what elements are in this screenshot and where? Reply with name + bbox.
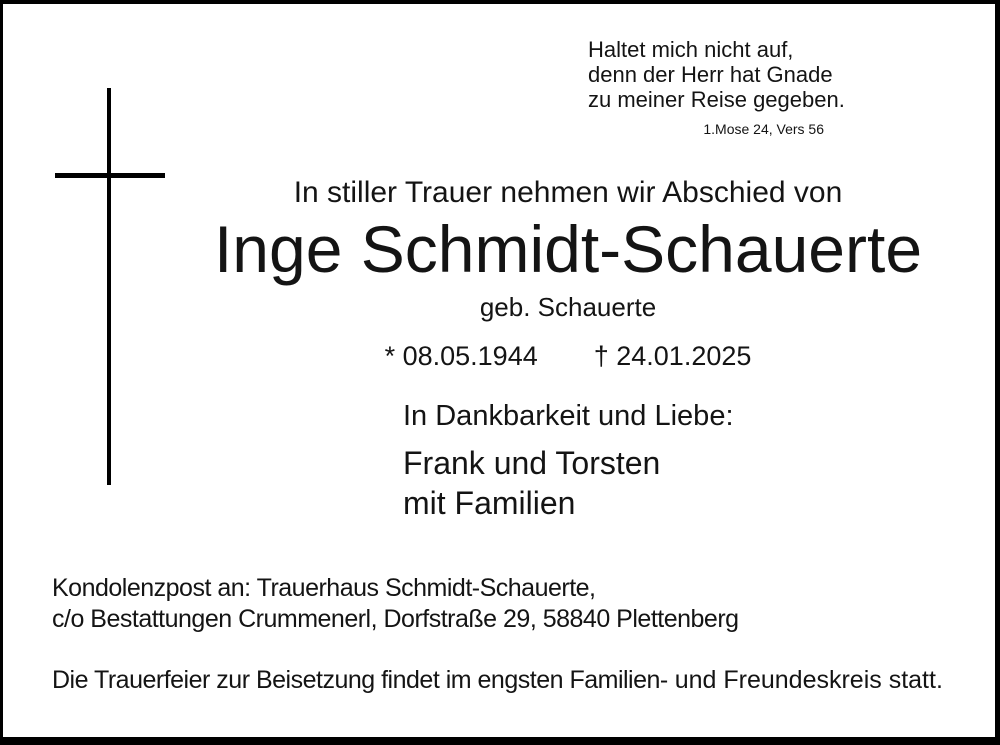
condolence-line: c/o Bestattungen Crummenerl, Dorfstraße 29, 58840 Plettenberg xyxy=(52,605,739,633)
bible-verse-line: zu meiner Reise gegeben. xyxy=(588,87,845,112)
bible-verse-line: denn der Herr hat Gnade xyxy=(588,62,833,87)
mourners-block xyxy=(403,443,660,523)
funeral-note-part1: Die Trauerfeier zur Beisetzung findet im engsten Familien- xyxy=(52,666,668,694)
closing-line: In Dankbarkeit und Liebe: xyxy=(403,400,734,432)
condolence-address xyxy=(52,573,739,635)
mourner-line: Frank und Torsten xyxy=(403,445,661,481)
birth-date: * 08.05.1944 xyxy=(384,341,538,371)
bible-verse-line: Haltet mich nicht auf, xyxy=(588,37,794,62)
deceased-name: Inge Schmidt-Schauerte xyxy=(213,212,923,286)
bible-verse xyxy=(588,37,850,142)
funeral-note xyxy=(52,665,943,696)
cross-vertical-bar xyxy=(107,88,111,485)
mourner-line: mit Familien xyxy=(403,485,576,521)
bible-verse-source: 1.Mose 24, Vers 56 xyxy=(703,121,824,137)
maiden-name: geb. Schauerte xyxy=(479,292,657,322)
funeral-note-part2: und Freundeskreis statt. xyxy=(667,666,943,694)
life-dates xyxy=(133,340,1000,372)
intro-line: In stiller Trauer nehmen wir Abschied von xyxy=(293,176,843,209)
condolence-line: Kondolenzpost an: Trauerhaus Schmidt-Schauerte, xyxy=(52,574,596,602)
death-date: † 24.01.2025 xyxy=(593,341,752,371)
